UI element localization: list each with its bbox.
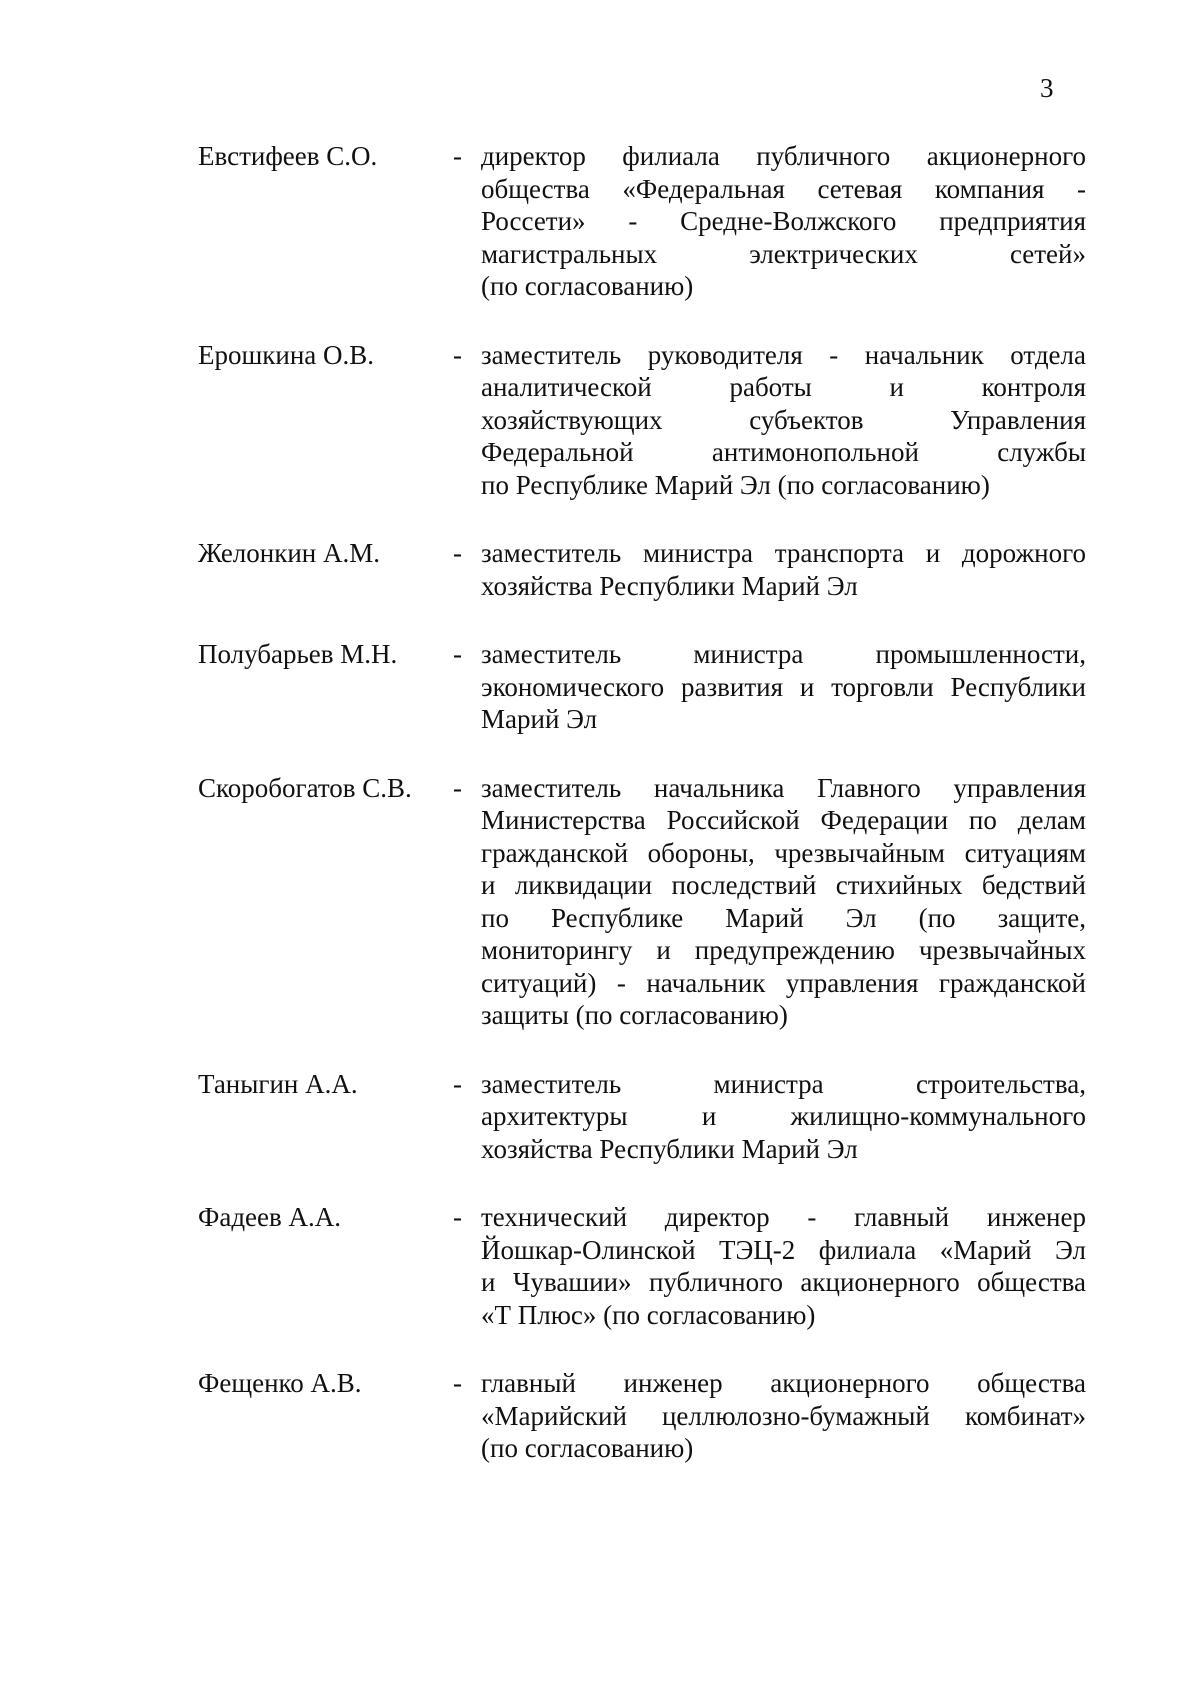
position-line: аналитической работы и контроля (481, 372, 1086, 402)
member-position (481, 537, 1086, 602)
position-line: (по согласованию) (481, 1433, 694, 1463)
position-line: директор филиала публичного акционерного (481, 141, 1086, 171)
position-line: «Марийский целлюлозно-бумажный комбинат» (481, 1400, 1086, 1431)
position-line: общества «Федеральная сетевая компания - (481, 173, 1086, 204)
member-dash: - (453, 1368, 462, 1398)
position-line: экономического развития и торговли Республики (481, 671, 1086, 702)
position-line: технический директор - главный инженер (481, 1202, 1086, 1232)
member-name: Фадеев А.А. (198, 1202, 342, 1232)
position-line: главный инженер акционерного общества (481, 1368, 1086, 1398)
member-position (481, 772, 1086, 1032)
position-line: «Т Плюс» (по согласованию) (481, 1299, 816, 1330)
member-name: Ерошкина О.В. (198, 339, 375, 370)
position-line: Россети» - Средне-Волжского предприятия (481, 206, 1086, 236)
member-entry (198, 638, 1098, 736)
position-line: по Республике Марий Эл (по согласованию) (481, 469, 990, 500)
member-name: Желонкин А.М. (198, 538, 380, 568)
member-dash: - (453, 1068, 462, 1099)
position-line: хозяйства Республики Марий Эл (481, 1133, 858, 1164)
member-name: Полубарьев М.Н. (198, 639, 398, 669)
member-name: Скоробогатов С.В. (198, 772, 412, 803)
position-line: заместитель начальника Главного управления (481, 772, 1086, 803)
position-line: гражданской обороны, чрезвычайным ситуациям (481, 837, 1086, 868)
member-dash: - (453, 538, 462, 568)
position-line: хозяйства Республики Марий Эл (481, 570, 858, 601)
member-position (481, 140, 1086, 303)
position-line: Федеральной антимонопольной службы (481, 437, 1086, 467)
member-entry (198, 772, 1098, 1032)
position-line: по Республике Марий Эл (по защите, (481, 902, 1086, 933)
member-position (481, 1367, 1086, 1465)
page-number: 3 (1040, 73, 1054, 103)
position-line: заместитель руководителя - начальник отдела (481, 339, 1086, 370)
position-line: (по согласованию) (481, 271, 694, 301)
member-list (198, 140, 1098, 1501)
member-entry (198, 1068, 1098, 1166)
position-line: Йошкар-Олинской ТЭЦ-2 филиала «Марий Эл (481, 1234, 1086, 1265)
position-line: Марий Эл (481, 704, 598, 734)
position-line: хозяйствующих субъектов Управления (481, 404, 1086, 435)
position-line: магистральных электрических сетей» (481, 238, 1086, 269)
member-name: Таныгин А.А. (198, 1068, 358, 1099)
position-line: мониторингу и предупреждению чрезвычайных (481, 935, 1086, 965)
position-line: заместитель министра промышленности, (481, 639, 1086, 669)
position-line: Министерства Российской Федерации по делам (481, 805, 1086, 835)
position-line: и ликвидации последствий стихийных бедствий (481, 870, 1086, 900)
member-dash: - (453, 639, 462, 669)
member-entry (198, 537, 1098, 602)
member-dash: - (453, 339, 462, 370)
position-line: заместитель министра транспорта и дорожного (481, 538, 1086, 568)
member-entry (198, 339, 1098, 502)
member-name: Евстифеев С.О. (198, 141, 378, 171)
member-dash: - (453, 1202, 462, 1232)
member-entry (198, 140, 1098, 303)
position-line: защиты (по согласованию) (481, 1000, 788, 1030)
member-entry (198, 1367, 1098, 1465)
member-position (481, 339, 1086, 502)
member-position (481, 1201, 1086, 1331)
position-line: заместитель министра строительства, (481, 1068, 1086, 1099)
member-entry (198, 1201, 1098, 1331)
position-line: ситуаций) - начальник управления гражданской (481, 967, 1086, 998)
position-line: и Чувашии» публичного акционерного общества (481, 1267, 1086, 1297)
position-line: архитектуры и жилищно-коммунального (481, 1101, 1086, 1131)
member-position (481, 638, 1086, 736)
member-dash: - (453, 772, 462, 803)
member-position (481, 1068, 1086, 1166)
member-dash: - (453, 141, 462, 171)
member-name: Фещенко А.В. (198, 1368, 362, 1398)
